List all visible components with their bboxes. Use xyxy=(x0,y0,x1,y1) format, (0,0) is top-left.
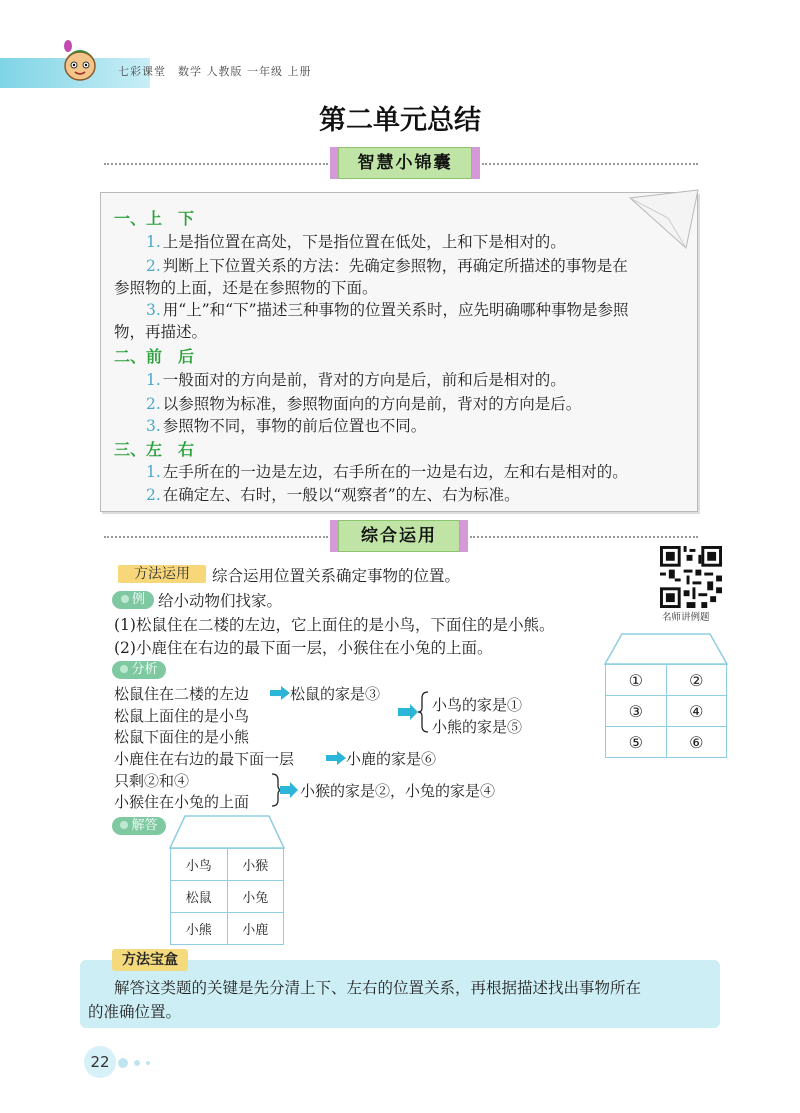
house-cell: ⑤ xyxy=(606,727,667,758)
page-title: 第二单元总结 xyxy=(319,105,481,136)
page-fold-icon xyxy=(628,188,700,254)
answer-cell: 小熊 xyxy=(171,913,228,945)
page-dot-2 xyxy=(134,1060,140,1066)
analysis-b1: 小鸟的家是① xyxy=(432,696,523,714)
analysis-label xyxy=(112,661,166,679)
analysis-c3: 小猴住在小兔的上面 xyxy=(114,793,250,811)
answer-dot xyxy=(120,821,128,829)
example-label-text: 例 xyxy=(131,592,145,607)
summary-item xyxy=(146,414,426,436)
summary-heading: 二、前 后 xyxy=(114,347,195,366)
summary-item xyxy=(146,483,520,505)
divider-left xyxy=(104,163,328,165)
divider2-right xyxy=(470,536,698,538)
item-text: 判断上下位置关系的方法：先确定参照物，再确定所描述的事物是在 xyxy=(162,257,628,275)
item-text: 左手所在的一边是左边，右手所在的一边是右边，左和右是相对的。 xyxy=(162,463,628,481)
grid-row xyxy=(171,913,284,945)
analysis-a3: 松鼠下面住的是小熊 xyxy=(114,728,250,746)
method-text: 综合运用位置关系确定事物的位置。 xyxy=(212,567,461,585)
answer-label xyxy=(112,817,166,835)
summary-item xyxy=(146,460,628,482)
tip-line-1: 解答这类题的关键是先分清上下、左右的位置关系，再根据描述找出事物所在 xyxy=(114,979,642,997)
grid-row xyxy=(606,696,727,727)
grid-row xyxy=(606,727,727,758)
analysis-a1-result: 松鼠的家是③ xyxy=(290,685,381,703)
item-number: 1. xyxy=(146,371,161,389)
qr-code-icon xyxy=(660,546,722,608)
grid-row xyxy=(171,881,284,913)
page-number: 22 xyxy=(84,1046,116,1078)
item-number: 1. xyxy=(146,233,161,251)
analysis-a1: 松鼠住在二楼的左边 xyxy=(114,685,250,703)
summary-item xyxy=(146,368,566,390)
item-text: 一般面对的方向是前，背对的方向是后，前和后是相对的。 xyxy=(162,371,566,389)
example-dot xyxy=(121,595,129,603)
analysis-c1: 小鹿住在右边的最下面一层 xyxy=(114,750,295,768)
item-text: 上是指位置在高处，下是指位置在低处，上和下是相对的。 xyxy=(162,233,566,251)
tip-label: 方法宝盒 xyxy=(112,949,188,971)
condition-2: (2)小鹿住在右边的最下面一层，小猴住在小兔的上面。 xyxy=(114,639,493,657)
answer-label-text: 解答 xyxy=(131,818,158,833)
brace-arrow-icon-2 xyxy=(270,772,300,808)
condition-1: (1)松鼠住在二楼的左边，它上面住的是小鸟，下面住的是小熊。 xyxy=(114,616,555,634)
page-dot-1 xyxy=(118,1058,128,1068)
mascot-icon xyxy=(58,40,102,84)
analysis-a2: 松鼠上面住的是小鸟 xyxy=(114,707,250,725)
item-number: 2. xyxy=(146,486,161,504)
item-text: 用“上”和“下”描述三种事物的位置关系时，应先明确哪种事物是参照 xyxy=(162,301,629,319)
item-number: 3. xyxy=(146,301,161,319)
grid-row xyxy=(606,665,727,696)
section-banner-tips: 智慧小锦囊 xyxy=(338,147,472,179)
summary-continuation: 物，再描述。 xyxy=(114,323,208,341)
answer-cell: 小鹿 xyxy=(227,913,284,945)
analysis-label-text: 分析 xyxy=(131,662,158,677)
example-label xyxy=(112,591,154,609)
summary-item xyxy=(146,298,629,320)
analysis-c3-result: 小猴的家是②，小兔的家是④ xyxy=(300,782,496,800)
summary-item xyxy=(146,254,628,276)
analysis-c1-result: 小鹿的家是⑥ xyxy=(346,750,437,768)
analysis-c2: 只剩②和④ xyxy=(114,772,190,790)
section-banner-apply: 综合运用 xyxy=(338,520,460,552)
qr-caption: 名师讲例题 xyxy=(662,612,710,623)
grid-row xyxy=(171,849,284,881)
house-cell: ② xyxy=(666,665,727,696)
arrow-icon-2 xyxy=(326,751,346,765)
divider-right xyxy=(482,163,698,165)
summary-item xyxy=(146,392,581,414)
summary-heading: 三、左 右 xyxy=(114,440,195,459)
method-label: 方法运用 xyxy=(118,565,206,583)
brace-arrow-icon xyxy=(396,688,432,736)
tip-line-2: 的准确位置。 xyxy=(88,1003,182,1021)
house-roof xyxy=(604,633,728,665)
summary-item xyxy=(146,230,566,252)
item-number: 2. xyxy=(146,257,161,275)
item-number: 1. xyxy=(146,463,161,481)
item-text: 参照物不同，事物的前后位置也不同。 xyxy=(162,417,427,435)
item-number: 2. xyxy=(146,395,161,413)
analysis-b2: 小熊的家是⑤ xyxy=(432,718,523,736)
summary-continuation: 参照物的上面，还是在参照物的下面。 xyxy=(114,279,378,297)
divider2-left xyxy=(104,536,328,538)
house-cell: ⑥ xyxy=(666,727,727,758)
answer-cell: 小猴 xyxy=(227,849,284,881)
answer-cell: 小鸟 xyxy=(171,849,228,881)
house-cell: ④ xyxy=(666,696,727,727)
house-grid xyxy=(605,664,727,758)
item-text: 以参照物为标准，参照物面向的方向是前，背对的方向是后。 xyxy=(162,395,582,413)
house-cell: ① xyxy=(606,665,667,696)
item-text: 在确定左、右时，一般以“观察者”的左、右为标准。 xyxy=(162,486,520,504)
page-dot-3 xyxy=(146,1061,150,1065)
summary-heading: 一、上 下 xyxy=(114,209,195,228)
answer-house-roof xyxy=(169,815,285,849)
analysis-dot xyxy=(120,665,128,673)
arrow-icon xyxy=(270,686,290,700)
answer-grid xyxy=(170,848,284,945)
item-number: 3. xyxy=(146,417,161,435)
house-cell: ③ xyxy=(606,696,667,727)
example-text: 给小动物们找家。 xyxy=(158,592,283,610)
answer-cell: 小兔 xyxy=(227,881,284,913)
answer-cell: 松鼠 xyxy=(171,881,228,913)
header-text: 七彩课堂 数学 人教版 一年级 上册 xyxy=(118,65,312,78)
